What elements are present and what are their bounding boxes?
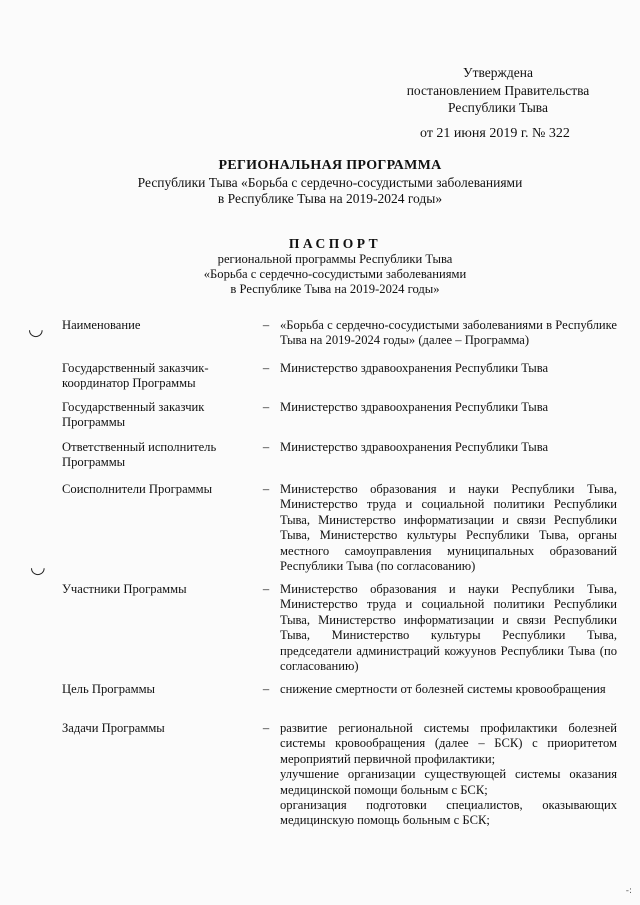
- row-value: Министерство здравоохранения Республики Тыва: [280, 400, 549, 414]
- row-value: Министерство здравоохранения Республики Тыва: [280, 361, 549, 375]
- row-dash: –: [262, 721, 270, 735]
- program-heading: [70, 158, 590, 208]
- approval-line-1: Утверждена: [463, 65, 533, 80]
- row-label: Цель Программы: [62, 682, 156, 696]
- row-value: Министерство здравоохранения Республики Тыва: [280, 440, 549, 454]
- passport-subtitle-line-1: региональной программы Республики Тыва: [217, 252, 453, 266]
- row-value: Министерство образования и науки Республики Тыва, Министерство труда и социальной политики Республики Тыва, Министерство информатизации и связи Республики Тыва, Министерство культуры Республики Тыва, органы местного самоуправления муниципальных образований Республики Тыва (по согласованию): [280, 482, 617, 574]
- row-dash: –: [262, 318, 270, 332]
- approval-block: [393, 64, 603, 117]
- task-item: организация подготовки специалистов, оказывающих медицинскую помощь больным с БСК;: [280, 798, 617, 828]
- row-value: снижение смертности от болезней системы кровообращения: [280, 682, 606, 696]
- approval-line-3: Республики Тыва: [448, 100, 548, 115]
- row-dash: –: [262, 682, 270, 696]
- passport-title: ПАСПОРТ: [288, 236, 382, 251]
- row-label: Наименование: [62, 318, 141, 332]
- program-subtitle-line-1: Республики Тыва «Борьба с сердечно-сосудистыми заболеваниями: [137, 174, 523, 190]
- passport-subtitle-line-2: «Борьба с сердечно-сосудистыми заболеваниями: [203, 267, 467, 281]
- row-label: Государственный заказчик-координатор Программы: [62, 361, 209, 391]
- row-dash: –: [262, 582, 270, 596]
- passport-subtitle-line-3: в Республике Тыва на 2019-2024 годы»: [230, 282, 440, 296]
- passport-heading: [100, 236, 570, 297]
- row-value-list: [280, 721, 617, 829]
- row-label: Соисполнители Программы: [62, 482, 213, 496]
- approval-line-2: постановлением Правительства: [406, 82, 590, 98]
- row-label: Задачи Программы: [62, 721, 165, 735]
- row-value: Министерство образования и науки Республики Тыва, Министерство труда и социальной политики Республики Тыва, Министерство информатизации и связи Республики Тыва, Министерство культуры Республики Тыва, председатели администраций кожуунов Республики Тыва (по согласованию): [280, 582, 617, 674]
- margin-mark: ◡: [28, 319, 44, 340]
- task-item: развитие региональной системы профилактики болезней системы кровообращения (далее – БСК) с приоритетом мероприятий первичной профилактики;: [280, 721, 617, 766]
- task-item: улучшение организации существующей системы оказания медицинской помощи больным с БСК;: [280, 767, 617, 797]
- row-label: Государственный заказчик Программы: [62, 400, 205, 430]
- row-dash: –: [262, 482, 270, 496]
- margin-mark: ◡: [30, 557, 46, 578]
- row-dash: –: [262, 361, 270, 375]
- program-title: РЕГИОНАЛЬНАЯ ПРОГРАММА: [218, 158, 442, 173]
- row-dash: –: [262, 440, 270, 454]
- row-label: Участники Программы: [62, 582, 187, 596]
- row-dash: –: [262, 400, 270, 414]
- row-label: Ответственный исполнитель Программы: [62, 440, 217, 470]
- program-subtitle-line-2: в Республике Тыва на 2019-2024 годы»: [217, 191, 443, 206]
- approval-date: от 21 июня 2019 г. № 322: [420, 126, 570, 141]
- row-value: «Борьба с сердечно-сосудистыми заболеваниями в Республике Тыва на 2019-2024 годы» (далее – Программа): [280, 318, 617, 348]
- scan-corner-mark: -:: [625, 885, 632, 896]
